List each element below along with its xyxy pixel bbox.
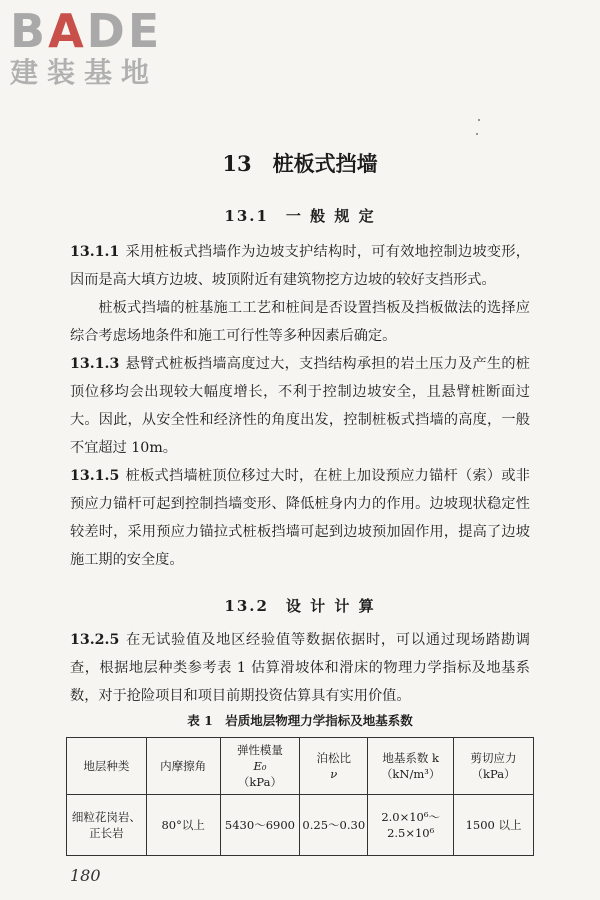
table-cell: 5430～6900 [220, 795, 300, 856]
chapter-title: 13 桩板式挡墙 [222, 151, 378, 176]
table-row [67, 795, 534, 856]
table-cell: 2.0×10⁶～ 2.5×10⁶ [368, 795, 454, 856]
section-title-13-1: 13.1 一 般 规 定 [224, 207, 376, 225]
clause-number: 13.1.3 [70, 356, 120, 372]
paragraph-text: 在无试验值及地区经验值等数据依据时，可以通过现场踏勘调查，根据地层种类参考表 1 估算滑坡体和滑床的物理力学指标及地基系数，对于抢险项目和项目前期投资估算具有实用价值。 [70, 632, 530, 704]
scan-speck [478, 119, 480, 121]
rock-properties-table [66, 737, 534, 856]
table-cell: 细粒花岗岩、 正长岩 [67, 795, 147, 856]
paragraph-13-1-1-cont [70, 294, 530, 350]
paragraph-13-1-5 [70, 462, 530, 574]
paragraph-text: 悬臂式桩板挡墙高度过大，支挡结构承担的岩土压力及产生的桩顶位移均会出现较大幅度增长，不利于控制边坡安全，且悬臂桩断面过大。因此，从安全性和经济性的角度出发，控制桩板式挡墙的高度，一般不宜超过 10m。 [70, 356, 530, 456]
col-header-subgrade-coefficient: 地基系数 k （kN/m³） [368, 738, 454, 795]
paragraph-text: 桩板式挡墙桩顶位移过大时，在桩上加设预应力锚杆（索）或非预应力锚杆可起到控制挡墙变形、降低桩身内力的作用。边坡现状稳定性较差时，采用预应力锚拉式桩板挡墙可起到边坡预加固作用，提高了边坡施工期的安全度。 [70, 468, 530, 568]
paragraph-13-1-1 [70, 238, 530, 294]
page-number: 180 [70, 866, 101, 885]
logo-subtitle: 建装基地 [10, 56, 159, 89]
table-cell: 80°以上 [146, 795, 220, 856]
paragraph-13-2-5 [70, 626, 530, 710]
col-header-friction-angle: 内摩擦角 [146, 738, 220, 795]
paragraph-text: 桩板式挡墙的桩基施工工艺和桩间是否设置挡板及挡板做法的选择应综合考虑场地条件和施工可行性等多种因素后确定。 [70, 300, 530, 344]
section-13-2-body [70, 626, 530, 710]
scan-speck [476, 133, 478, 135]
col-header-poisson-ratio: 泊松比 ν [300, 738, 368, 795]
section-13-1-body [70, 238, 530, 574]
col-header-stratum: 地层种类 [67, 738, 147, 795]
table-header-row [67, 738, 534, 795]
paragraph-text: 采用桩板式挡墙作为边坡支护结构时，可有效地控制边坡变形，因而是高大填方边坡、坡顶附近有建筑物挖方边坡的较好支挡形式。 [70, 244, 530, 288]
logo-brand: BADE [10, 4, 163, 58]
table-cell: 0.25～0.30 [300, 795, 368, 856]
clause-number: 13.2.5 [70, 632, 120, 648]
col-header-shear-stress: 剪切应力 （kPa） [454, 738, 534, 795]
col-header-elastic-modulus: 弹性模量 E₀ （kPa） [220, 738, 300, 795]
clause-number: 13.1.5 [70, 468, 120, 484]
section-title-13-2: 13.2 设 计 计 算 [224, 597, 376, 615]
clause-number: 13.1.1 [70, 244, 120, 260]
table-cell: 1500 以上 [454, 795, 534, 856]
publisher-logo [10, 6, 162, 90]
table-caption: 表 1 岩质地层物理力学指标及地基系数 [187, 713, 413, 728]
paragraph-13-1-3 [70, 350, 530, 462]
